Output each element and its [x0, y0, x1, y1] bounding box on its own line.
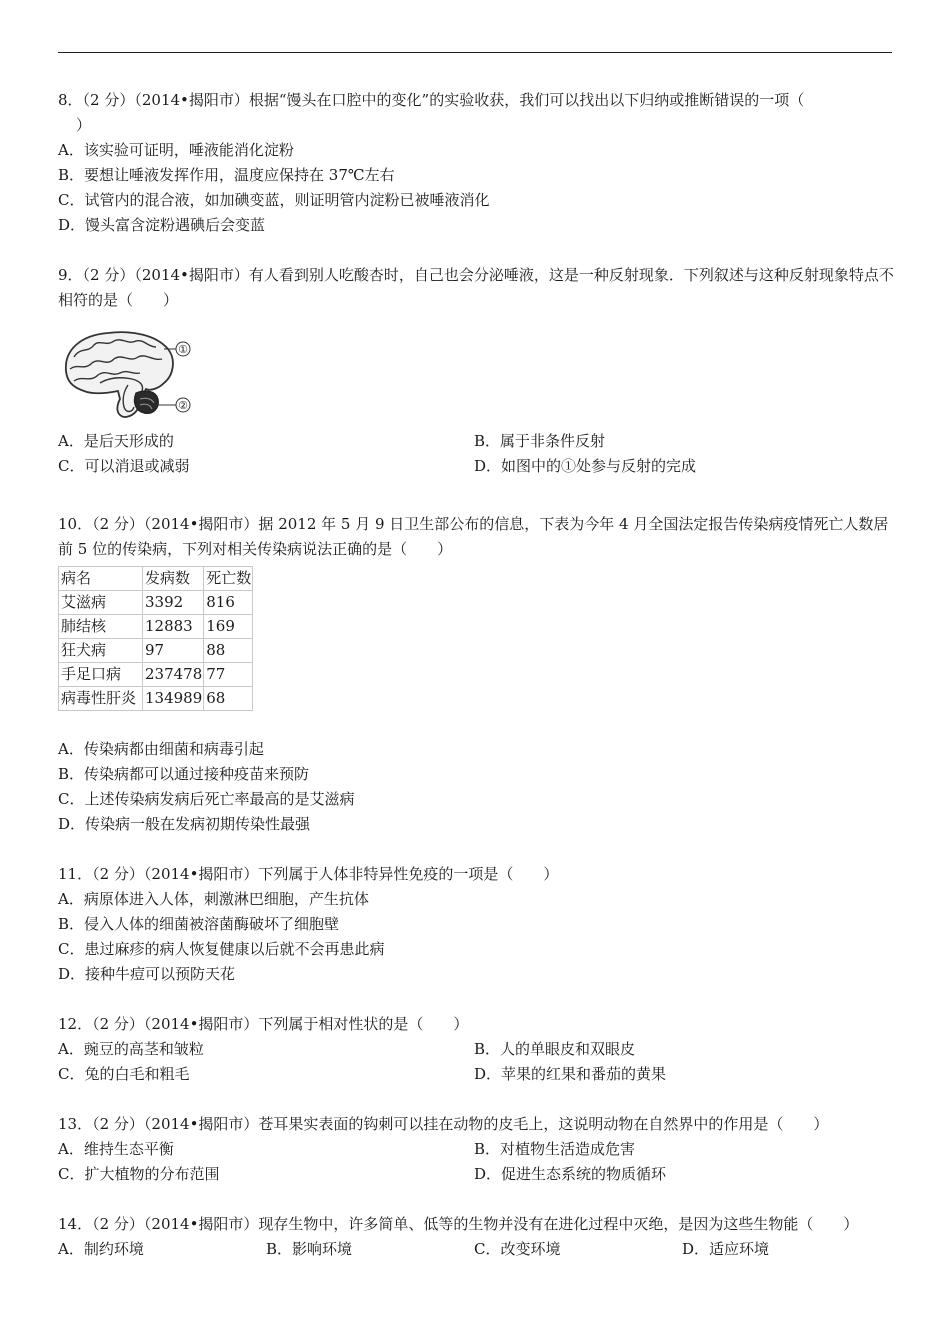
header-rule — [58, 52, 892, 53]
table-row — [59, 687, 253, 711]
table-cell: 病毒性肝炎 — [59, 687, 143, 711]
table-row — [59, 663, 253, 687]
question-13-option-c[interactable]: C．扩大植物的分布范围 — [58, 1165, 220, 1183]
question-10 — [58, 512, 894, 837]
table-cell: 88 — [204, 639, 253, 663]
label-2: ② — [178, 399, 188, 412]
question-12 — [58, 1012, 894, 1087]
question-13-option-d[interactable]: D．促进生态系统的物质循环 — [474, 1165, 667, 1183]
question-9-option-a[interactable]: A．是后天形成的 — [58, 432, 174, 450]
question-9-stem: 9．（2 分）（2014•揭阳市）有人看到别人吃酸杏时，自己也会分泌唾液，这是一种反射现象．下列叙述与这种反射现象特点不相符的是（ ） — [58, 266, 894, 309]
table-cell: 237478 — [143, 663, 204, 687]
table-header-row — [59, 567, 253, 591]
question-10-option-b[interactable]: B．传染病都可以通过接种疫苗来预防 — [58, 765, 310, 783]
question-8-option-a[interactable]: A．该实验可证明，唾液能消化淀粉 — [58, 141, 294, 159]
question-10-stem: 10．（2 分）（2014•揭阳市）据 2012 年 5 月 9 日卫生部公布的信息，下表为今年 4 月全国法定报告传染病疫情死亡人数居前 5 位的传染病，下列对相关传染病说法正确的是（ ） — [58, 515, 889, 558]
question-9-option-d[interactable]: D．如图中的①处参与反射的完成 — [474, 457, 697, 475]
question-8-stem: 8．（2 分）（2014•揭阳市）根据“馒头在口腔中的变化”的实验收获，我们可以找出以下归纳或推断错误的一项（ — [58, 91, 805, 109]
question-14-stem: 14．（2 分）（2014•揭阳市）现存生物中，许多简单、低等的生物并没有在进化过程中灭绝，是因为这些生物能（ ） — [58, 1215, 859, 1233]
question-11-option-a[interactable]: A．病原体进入人体，刺激淋巴细胞，产生抗体 — [58, 890, 369, 908]
question-9 — [58, 263, 894, 479]
label-1: ① — [178, 343, 188, 356]
question-8-option-d[interactable]: D．馒头富含淀粉遇碘后会变蓝 — [58, 216, 266, 234]
table-cell: 77 — [204, 663, 253, 687]
disease-table — [58, 566, 253, 711]
question-8-option-c[interactable]: C．试管内的混合液，如加碘变蓝，则证明管内淀粉已被唾液消化 — [58, 191, 490, 209]
question-13 — [58, 1112, 894, 1187]
question-10-option-c[interactable]: C．上述传染病发病后死亡率最高的是艾滋病 — [58, 790, 355, 808]
question-12-option-c[interactable]: C．兔的白毛和粗毛 — [58, 1065, 190, 1083]
question-10-option-d[interactable]: D．传染病一般在发病初期传染性最强 — [58, 815, 311, 833]
brain-diagram — [60, 327, 195, 419]
question-12-option-a[interactable]: A．豌豆的高茎和皱粒 — [58, 1040, 204, 1058]
question-8 — [58, 88, 894, 238]
table-header: 死亡数 — [204, 567, 253, 591]
question-12-option-b[interactable]: B．人的单眼皮和双眼皮 — [474, 1040, 636, 1058]
table-cell: 169 — [204, 615, 253, 639]
table-cell: 97 — [143, 639, 204, 663]
table-cell: 816 — [204, 591, 253, 615]
question-9-option-c[interactable]: C．可以消退或减弱 — [58, 457, 190, 475]
question-11-option-b[interactable]: B．侵入人体的细菌被溶菌酶破坏了细胞壁 — [58, 915, 340, 933]
table-header: 发病数 — [143, 567, 204, 591]
question-14-option-b[interactable]: B．影响环境 — [266, 1240, 353, 1258]
question-14 — [58, 1212, 894, 1262]
table-cell: 68 — [204, 687, 253, 711]
table-row — [59, 615, 253, 639]
question-13-option-a[interactable]: A．维持生态平衡 — [58, 1140, 174, 1158]
question-11 — [58, 862, 894, 987]
table-cell: 肺结核 — [59, 615, 143, 639]
table-cell: 12883 — [143, 615, 204, 639]
question-14-option-c[interactable]: C．改变环境 — [474, 1240, 561, 1258]
question-11-option-c[interactable]: C．患过麻疹的病人恢复健康以后就不会再患此病 — [58, 940, 385, 958]
question-12-option-d[interactable]: D．苹果的红果和番茄的黄果 — [474, 1065, 667, 1083]
question-8-stem-cont: ） — [76, 116, 92, 134]
question-10-option-a[interactable]: A．传染病都由细菌和病毒引起 — [58, 740, 264, 758]
question-8-option-b[interactable]: B．要想让唾液发挥作用，温度应保持在 37℃左右 — [58, 166, 395, 184]
table-cell: 3392 — [143, 591, 204, 615]
question-11-stem: 11．（2 分）（2014•揭阳市）下列属于人体非特异性免疫的一项是（ ） — [58, 865, 559, 883]
table-cell: 艾滋病 — [59, 591, 143, 615]
question-14-option-d[interactable]: D．适应环境 — [682, 1240, 770, 1258]
table-cell: 狂犬病 — [59, 639, 143, 663]
table-cell: 手足口病 — [59, 663, 143, 687]
table-cell: 134989 — [143, 687, 204, 711]
question-12-stem: 12．（2 分）（2014•揭阳市）下列属于相对性状的是（ ） — [58, 1015, 469, 1033]
table-row — [59, 639, 253, 663]
table-header: 病名 — [59, 567, 143, 591]
question-13-option-b[interactable]: B．对植物生活造成危害 — [474, 1140, 636, 1158]
question-11-option-d[interactable]: D．接种牛痘可以预防天花 — [58, 965, 236, 983]
question-14-option-a[interactable]: A．制约环境 — [58, 1240, 144, 1258]
question-9-option-b[interactable]: B．属于非条件反射 — [474, 432, 606, 450]
question-13-stem: 13．（2 分）（2014•揭阳市）苍耳果实表面的钩刺可以挂在动物的皮毛上，这说明动物在自然界中的作用是（ ） — [58, 1115, 829, 1133]
table-row — [59, 591, 253, 615]
